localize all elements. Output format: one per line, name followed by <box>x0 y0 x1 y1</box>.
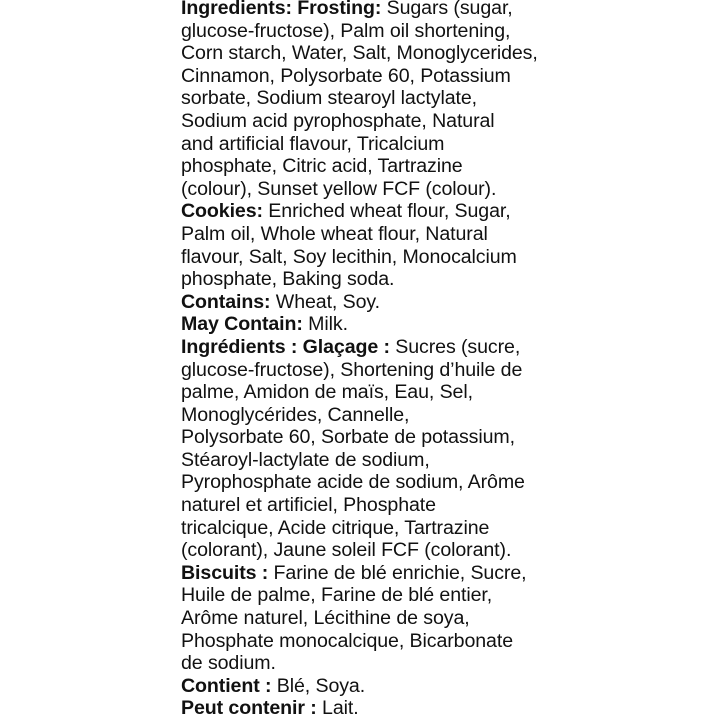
label-line <box>181 517 701 540</box>
label-line-text: palme, Amidon de maïs, Eau, Sel, <box>181 381 473 404</box>
label-line-text: Sugars (sugar, <box>381 0 513 19</box>
ingredients-label <box>181 0 701 720</box>
label-line <box>181 562 701 585</box>
label-line <box>181 155 701 178</box>
label-line <box>181 449 701 472</box>
label-line-heading: Biscuits : <box>181 561 269 584</box>
label-line-text: Milk. <box>302 313 348 336</box>
label-line-heading: May Contain: <box>181 313 303 336</box>
label-line-text: (colorant), Jaune soleil FCF (colorant). <box>181 539 512 562</box>
label-line-heading: Cookies: <box>181 200 263 223</box>
label-line <box>181 42 701 65</box>
label-line <box>181 0 701 20</box>
label-line-heading: Contient : <box>181 674 272 697</box>
label-line <box>181 313 701 336</box>
label-line-text: Stéaroyl-lactylate de sodium, <box>181 448 430 471</box>
label-line-text: phosphate, Citric acid, Tartrazine <box>181 155 463 178</box>
label-line <box>181 65 701 88</box>
label-line-text: flavour, Salt, Soy lecithin, Monocalcium <box>181 245 517 268</box>
label-line <box>181 404 701 427</box>
label-line <box>181 381 701 404</box>
label-line-text: Enriched wheat flour, Sugar, <box>262 200 511 223</box>
label-line-text: Cinnamon, Polysorbate 60, Potassium <box>181 64 511 87</box>
label-line <box>181 359 701 382</box>
label-line <box>181 652 701 675</box>
label-line-text: de sodium. <box>181 652 276 675</box>
label-line-heading: Ingredients: Frosting: <box>181 0 382 19</box>
label-line <box>181 336 701 359</box>
label-line <box>181 697 701 720</box>
label-line-text: glucose-fructose), Shortening d’huile de <box>181 358 523 381</box>
label-line-text: Wheat, Soy. <box>270 290 380 313</box>
label-line-text: Farine de blé enrichie, Sucre, <box>268 561 527 584</box>
label-line-heading: Contains: <box>181 290 271 313</box>
label-line-text: Lait. <box>316 697 359 720</box>
label-line <box>181 630 701 653</box>
label-line <box>181 291 701 314</box>
label-line-heading: Peut contenir : <box>181 697 317 720</box>
label-line-text: Arôme naturel, Lécithine de soya, <box>181 607 470 630</box>
label-line <box>181 110 701 133</box>
label-line <box>181 246 701 269</box>
label-line <box>181 471 701 494</box>
label-line <box>181 584 701 607</box>
label-line <box>181 133 701 156</box>
label-line <box>181 20 701 43</box>
label-line-text: tricalcique, Acide citrique, Tartrazine <box>181 516 490 539</box>
label-line-text: Polysorbate 60, Sorbate de potassium, <box>181 426 515 449</box>
label-line <box>181 200 701 223</box>
label-line <box>181 87 701 110</box>
label-line-text: naturel et artificiel, Phosphate <box>181 494 436 517</box>
label-line <box>181 268 701 291</box>
label-line <box>181 494 701 517</box>
label-line <box>181 178 701 201</box>
label-line-text: and artificial flavour, Tricalcium <box>181 132 445 155</box>
label-line-text: Monoglycérides, Cannelle, <box>181 403 410 426</box>
label-line <box>181 539 701 562</box>
label-line-text: Phosphate monocalcique, Bicarbonate <box>181 629 513 652</box>
label-line-text: Blé, Soya. <box>271 674 366 697</box>
label-line-text: Sodium acid pyrophosphate, Natural <box>181 109 495 132</box>
label-line <box>181 675 701 698</box>
label-line-text: sorbate, Sodium stearoyl lactylate, <box>181 87 477 110</box>
label-line <box>181 223 701 246</box>
label-line <box>181 426 701 449</box>
label-line-text: (colour), Sunset yellow FCF (colour). <box>181 177 497 200</box>
label-line-text: phosphate, Baking soda. <box>181 268 395 291</box>
label-line-text: Pyrophosphate acide de sodium, Arôme <box>181 471 525 494</box>
label-line-text: Corn starch, Water, Salt, Monoglycerides, <box>181 42 538 65</box>
label-line-heading: Ingrédients : Glaçage : <box>181 335 390 358</box>
label-line-text: glucose-fructose), Palm oil shortening, <box>181 19 511 42</box>
label-line <box>181 607 701 630</box>
label-line-text: Huile de palme, Farine de blé entier, <box>181 584 493 607</box>
label-line-text: Sucres (sucre, <box>389 335 521 358</box>
label-line-text: Palm oil, Whole wheat flour, Natural <box>181 222 488 245</box>
